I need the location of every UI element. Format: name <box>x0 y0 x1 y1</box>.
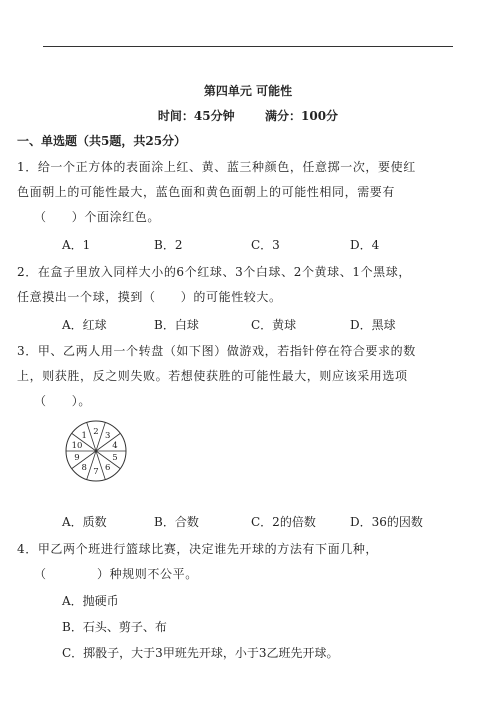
q3-option-a[interactable]: A．质数 <box>62 515 107 529</box>
q2-option-b[interactable]: B．白球 <box>154 318 199 332</box>
spinner-number: 7 <box>93 467 99 477</box>
time-label: 时间：45分钟 <box>157 109 235 123</box>
exam-info <box>0 107 496 124</box>
q1-option-b[interactable]: B．2 <box>154 238 183 252</box>
q2-line-2: 任意摸出一个球，摸到（ ）的可能性较大。 <box>17 290 282 304</box>
spinner-number: 10 <box>71 440 83 451</box>
q4-option-b[interactable]: B．石头、剪子、布 <box>62 620 167 634</box>
q4-option-c[interactable]: C．掷骰子，大于3甲班先开球，小于3乙班先开球。 <box>62 646 339 660</box>
spinner-number: 9 <box>74 453 80 464</box>
q1-option-a[interactable]: A．1 <box>62 238 91 252</box>
q1-option-c[interactable]: C．3 <box>251 238 280 252</box>
spinner-number: 3 <box>105 430 111 441</box>
q3-option-d[interactable]: D．36的因数 <box>350 515 423 529</box>
spinner-number: 2 <box>93 427 99 437</box>
spinner-number: 1 <box>81 430 87 441</box>
q4-option-a[interactable]: A．抛硬币 <box>62 594 119 608</box>
q3-option-b[interactable]: B．合数 <box>154 515 199 529</box>
spinner-figure <box>64 419 128 483</box>
unit-title: 第四单元 可能性 <box>203 84 293 98</box>
q3-option-c[interactable]: C．2的倍数 <box>251 515 316 529</box>
q1-option-d[interactable]: D．4 <box>350 238 380 252</box>
header-rule <box>43 46 453 47</box>
q1-line-2: 色面朝上的可能性最大，蓝色面和黄色面朝上的可能性相同，需要有 <box>17 185 396 199</box>
q4-line-2: （ ）种规则不公平。 <box>34 567 198 581</box>
q2-option-d[interactable]: D．黑球 <box>350 318 396 332</box>
spinner-number: 5 <box>112 453 118 464</box>
q3-line-1: 3．甲、乙两人用一个转盘（如下图）做游戏，若指针停在符合要求的数 <box>17 344 416 358</box>
q2-option-c[interactable]: C．黄球 <box>251 318 297 332</box>
q3-line-2: 上，则获胜，反之则失败。若想使获胜的可能性最大，则应该采用选项 <box>17 369 408 383</box>
spinner-number: 6 <box>105 463 111 474</box>
section-heading: 一、单选题（共5题，共25分） <box>17 134 187 148</box>
q4-line-1: 4．甲乙两个班进行篮球比赛，决定谁先开球的方法有下面几种， <box>17 542 379 556</box>
q1-line-1: 1．给一个正方体的表面涂上红、黄、蓝三种颜色，任意掷一次，要使红 <box>17 160 416 174</box>
q2-option-a[interactable]: A．红球 <box>62 318 107 332</box>
spinner-number: 4 <box>112 440 118 451</box>
score-label: 满分：100分 <box>265 109 339 123</box>
q3-line-3: （ ）。 <box>34 394 92 408</box>
q1-line-3: （ ）个面涂红色。 <box>34 210 161 224</box>
q2-line-1: 2．在盒子里放入同样大小的6个红球、3个白球、2个黄球、1个黑球， <box>17 265 411 279</box>
spinner-number: 8 <box>81 463 87 474</box>
